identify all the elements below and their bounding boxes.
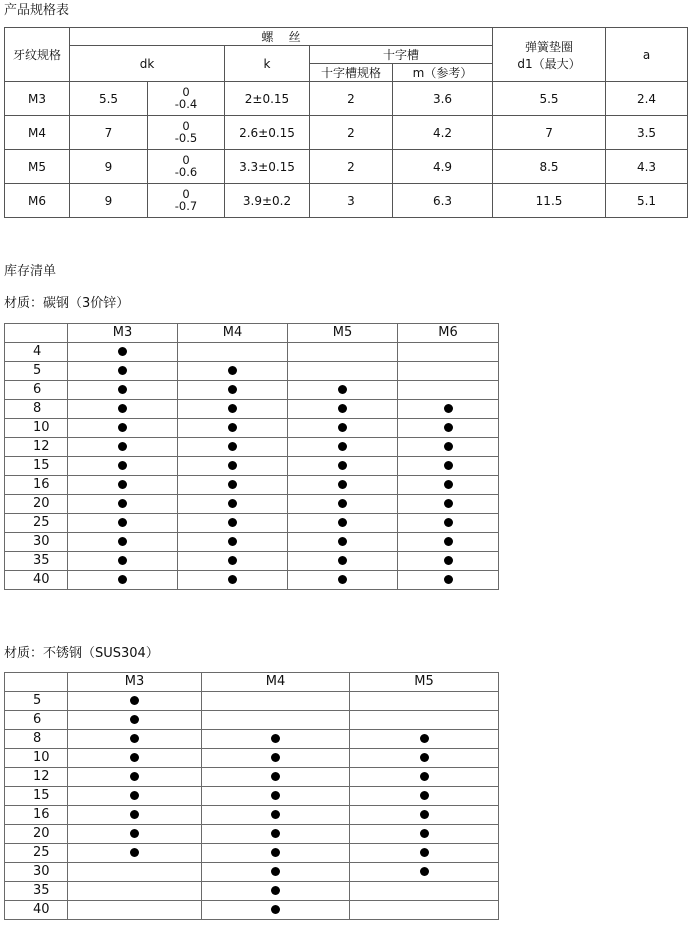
stock-cell xyxy=(202,806,350,825)
stock-cell xyxy=(68,457,178,476)
slot-spec-cell: 2 xyxy=(310,116,393,150)
stock-row xyxy=(5,476,499,495)
in-stock-dot-icon xyxy=(130,753,139,762)
length-cell: 8 xyxy=(5,730,68,749)
stock-row xyxy=(5,863,499,882)
header-slot-spec: 十字槽规格 xyxy=(310,64,393,82)
spec-row xyxy=(5,150,688,184)
stock-cell xyxy=(350,901,499,920)
dk-tolerance xyxy=(175,120,197,144)
length-cell: 5 xyxy=(5,692,68,711)
length-cell: 12 xyxy=(5,438,68,457)
length-cell: 5 xyxy=(5,362,68,381)
k-cell: 3.9±0.2 xyxy=(225,184,310,218)
in-stock-dot-icon xyxy=(130,829,139,838)
stock-cell xyxy=(398,514,499,533)
length-cell: 8 xyxy=(5,400,68,419)
stock-row xyxy=(5,400,499,419)
stock-cell xyxy=(398,343,499,362)
dk-cell: 7 xyxy=(70,116,148,150)
stock-row xyxy=(5,495,499,514)
in-stock-dot-icon xyxy=(271,734,280,743)
dk-tolerance xyxy=(175,86,197,110)
spec-row xyxy=(5,82,688,116)
in-stock-dot-icon xyxy=(130,791,139,800)
dk-tolerance xyxy=(175,188,197,212)
stock-cell xyxy=(178,533,288,552)
in-stock-dot-icon xyxy=(271,848,280,857)
tolerance-upper: 0 xyxy=(182,119,190,133)
header-washer-line1: 弹簧垫圈 xyxy=(525,39,574,54)
in-stock-dot-icon xyxy=(118,347,127,356)
in-stock-dot-icon xyxy=(118,537,127,546)
stock-row xyxy=(5,825,499,844)
in-stock-dot-icon xyxy=(130,848,139,857)
in-stock-dot-icon xyxy=(338,385,347,394)
in-stock-dot-icon xyxy=(118,385,127,394)
in-stock-dot-icon xyxy=(118,518,127,527)
stock-cell xyxy=(398,476,499,495)
in-stock-dot-icon xyxy=(271,905,280,914)
in-stock-dot-icon xyxy=(271,753,280,762)
stock-cell xyxy=(350,692,499,711)
stainless-material-label: 材质：不锈钢（SUS304） xyxy=(4,646,159,661)
stock-row xyxy=(5,533,499,552)
in-stock-dot-icon xyxy=(444,480,453,489)
stock-cell xyxy=(68,901,202,920)
stock-cell xyxy=(202,787,350,806)
stock-cell xyxy=(398,362,499,381)
stock-row xyxy=(5,457,499,476)
stock-cell xyxy=(288,495,398,514)
stock-cell xyxy=(288,400,398,419)
in-stock-dot-icon xyxy=(444,404,453,413)
header-cross-slot: 十字槽 xyxy=(310,46,493,64)
stock-cell xyxy=(288,457,398,476)
stock-row xyxy=(5,381,499,400)
stock-cell xyxy=(68,419,178,438)
length-cell: 4 xyxy=(5,343,68,362)
header-m-ref: m（参考） xyxy=(393,64,493,82)
length-cell: 16 xyxy=(5,806,68,825)
length-cell: 35 xyxy=(5,552,68,571)
in-stock-dot-icon xyxy=(444,518,453,527)
tolerance-lower: -0.7 xyxy=(174,199,198,213)
in-stock-dot-icon xyxy=(338,442,347,451)
tolerance-upper: 0 xyxy=(182,153,190,167)
stock-cell xyxy=(288,438,398,457)
stock-row xyxy=(5,343,499,362)
size-header: M3 xyxy=(68,324,178,343)
in-stock-dot-icon xyxy=(420,734,429,743)
dk-cell: 5.5 xyxy=(70,82,148,116)
in-stock-dot-icon xyxy=(420,791,429,800)
in-stock-dot-icon xyxy=(228,480,237,489)
in-stock-dot-icon xyxy=(130,715,139,724)
tolerance-lower: -0.6 xyxy=(174,165,198,179)
stock-cell xyxy=(398,400,499,419)
stock-row xyxy=(5,844,499,863)
washer-d1-cell: 7 xyxy=(493,116,606,150)
stock-cell xyxy=(398,552,499,571)
in-stock-dot-icon xyxy=(338,480,347,489)
m-cell: 6.3 xyxy=(393,184,493,218)
stock-row xyxy=(5,901,499,920)
stock-cell xyxy=(68,882,202,901)
a-cell: 4.3 xyxy=(606,150,688,184)
stock-cell xyxy=(202,882,350,901)
stock-cell xyxy=(398,495,499,514)
in-stock-dot-icon xyxy=(444,499,453,508)
stock-row xyxy=(5,730,499,749)
in-stock-dot-icon xyxy=(130,810,139,819)
in-stock-dot-icon xyxy=(118,366,127,375)
stock-cell xyxy=(202,901,350,920)
tolerance-lower: -0.4 xyxy=(174,97,198,111)
in-stock-dot-icon xyxy=(420,810,429,819)
in-stock-dot-icon xyxy=(444,537,453,546)
stock-cell xyxy=(178,419,288,438)
stock-cell xyxy=(202,768,350,787)
washer-d1-cell: 8.5 xyxy=(493,150,606,184)
in-stock-dot-icon xyxy=(228,518,237,527)
dk-cell: 9 xyxy=(70,184,148,218)
stock-cell xyxy=(288,533,398,552)
stock-cell xyxy=(178,343,288,362)
stock-cell xyxy=(398,381,499,400)
a-cell: 5.1 xyxy=(606,184,688,218)
stock-cell xyxy=(202,825,350,844)
in-stock-dot-icon xyxy=(338,461,347,470)
stock-cell xyxy=(178,400,288,419)
stock-cell xyxy=(398,533,499,552)
dk-cell: 9 xyxy=(70,150,148,184)
k-cell: 2.6±0.15 xyxy=(225,116,310,150)
length-header-blank xyxy=(5,673,68,692)
stock-row xyxy=(5,362,499,381)
in-stock-dot-icon xyxy=(228,404,237,413)
m-cell: 4.9 xyxy=(393,150,493,184)
in-stock-dot-icon xyxy=(118,442,127,451)
in-stock-dot-icon xyxy=(338,575,347,584)
stock-cell xyxy=(288,419,398,438)
stock-cell xyxy=(288,381,398,400)
in-stock-dot-icon xyxy=(420,753,429,762)
size-header: M4 xyxy=(202,673,350,692)
header-screw: 螺 丝 xyxy=(70,28,493,46)
stock-cell xyxy=(68,768,202,787)
k-cell: 2±0.15 xyxy=(225,82,310,116)
tolerance-upper: 0 xyxy=(182,187,190,201)
stock-row xyxy=(5,768,499,787)
stock-cell xyxy=(68,438,178,457)
in-stock-dot-icon xyxy=(228,575,237,584)
stock-cell xyxy=(350,730,499,749)
in-stock-dot-icon xyxy=(271,810,280,819)
length-cell: 30 xyxy=(5,533,68,552)
stock-cell xyxy=(288,552,398,571)
stock-cell xyxy=(68,692,202,711)
stock-cell xyxy=(68,711,202,730)
in-stock-dot-icon xyxy=(420,772,429,781)
stock-cell xyxy=(202,844,350,863)
length-cell: 30 xyxy=(5,863,68,882)
stock-cell xyxy=(350,787,499,806)
in-stock-dot-icon xyxy=(444,442,453,451)
stock-cell xyxy=(68,362,178,381)
size-header: M3 xyxy=(68,673,202,692)
carbon-stock-table xyxy=(4,323,499,590)
stock-cell xyxy=(68,533,178,552)
thread-size-cell: M3 xyxy=(5,82,70,116)
stock-cell xyxy=(68,552,178,571)
thread-size-cell: M5 xyxy=(5,150,70,184)
length-cell: 10 xyxy=(5,749,68,768)
stock-cell xyxy=(68,495,178,514)
dk-tolerance-cell xyxy=(148,150,225,184)
length-cell: 20 xyxy=(5,495,68,514)
stock-cell xyxy=(202,730,350,749)
length-cell: 35 xyxy=(5,882,68,901)
spec-row xyxy=(5,116,688,150)
stock-cell xyxy=(178,476,288,495)
stock-cell xyxy=(178,495,288,514)
stock-cell xyxy=(68,381,178,400)
stock-row xyxy=(5,552,499,571)
header-thread-spec: 牙纹规格 xyxy=(5,28,70,82)
in-stock-dot-icon xyxy=(271,886,280,895)
length-cell: 12 xyxy=(5,768,68,787)
stock-cell xyxy=(68,863,202,882)
stock-row xyxy=(5,438,499,457)
stock-cell xyxy=(350,806,499,825)
in-stock-dot-icon xyxy=(228,366,237,375)
stock-cell xyxy=(202,863,350,882)
in-stock-dot-icon xyxy=(444,461,453,470)
stock-row xyxy=(5,419,499,438)
in-stock-dot-icon xyxy=(118,499,127,508)
in-stock-dot-icon xyxy=(271,867,280,876)
in-stock-dot-icon xyxy=(271,791,280,800)
dk-tolerance-cell xyxy=(148,82,225,116)
a-cell: 2.4 xyxy=(606,82,688,116)
stock-row xyxy=(5,806,499,825)
header-spring-washer xyxy=(493,28,606,82)
in-stock-dot-icon xyxy=(118,404,127,413)
length-cell: 40 xyxy=(5,571,68,590)
stock-cell xyxy=(178,514,288,533)
length-cell: 15 xyxy=(5,787,68,806)
stock-cell xyxy=(288,362,398,381)
in-stock-dot-icon xyxy=(338,518,347,527)
length-cell: 6 xyxy=(5,711,68,730)
m-cell: 4.2 xyxy=(393,116,493,150)
stock-row xyxy=(5,711,499,730)
stock-cell xyxy=(68,844,202,863)
stock-cell xyxy=(68,514,178,533)
spec-title: 产品规格表 xyxy=(4,3,70,18)
washer-d1-cell: 11.5 xyxy=(493,184,606,218)
stock-cell xyxy=(350,825,499,844)
thread-size-cell: M6 xyxy=(5,184,70,218)
in-stock-dot-icon xyxy=(118,423,127,432)
slot-spec-cell: 2 xyxy=(310,82,393,116)
m-cell: 3.6 xyxy=(393,82,493,116)
in-stock-dot-icon xyxy=(130,696,139,705)
stock-cell xyxy=(178,381,288,400)
dk-tolerance xyxy=(175,154,197,178)
in-stock-dot-icon xyxy=(118,575,127,584)
stock-cell xyxy=(68,749,202,768)
in-stock-dot-icon xyxy=(338,499,347,508)
stock-cell xyxy=(350,844,499,863)
stock-cell xyxy=(178,362,288,381)
stock-cell xyxy=(68,476,178,495)
length-cell: 25 xyxy=(5,844,68,863)
stock-row xyxy=(5,787,499,806)
in-stock-dot-icon xyxy=(118,556,127,565)
stock-cell xyxy=(202,692,350,711)
stock-row xyxy=(5,749,499,768)
in-stock-dot-icon xyxy=(444,423,453,432)
in-stock-dot-icon xyxy=(228,461,237,470)
stock-cell xyxy=(398,571,499,590)
length-cell: 16 xyxy=(5,476,68,495)
stock-cell xyxy=(350,768,499,787)
header-washer-line2: d1（最大） xyxy=(517,56,581,71)
in-stock-dot-icon xyxy=(444,575,453,584)
in-stock-dot-icon xyxy=(228,423,237,432)
stock-cell xyxy=(68,571,178,590)
length-cell: 10 xyxy=(5,419,68,438)
in-stock-dot-icon xyxy=(420,829,429,838)
stock-cell xyxy=(288,476,398,495)
stock-cell xyxy=(178,571,288,590)
in-stock-dot-icon xyxy=(228,442,237,451)
stock-cell xyxy=(398,457,499,476)
dk-tolerance-cell xyxy=(148,116,225,150)
in-stock-dot-icon xyxy=(338,404,347,413)
tolerance-upper: 0 xyxy=(182,85,190,99)
dk-tolerance-cell xyxy=(148,184,225,218)
stock-cell xyxy=(288,343,398,362)
stock-cell xyxy=(350,749,499,768)
in-stock-dot-icon xyxy=(338,423,347,432)
in-stock-dot-icon xyxy=(130,734,139,743)
size-header: M5 xyxy=(288,324,398,343)
in-stock-dot-icon xyxy=(420,867,429,876)
in-stock-dot-icon xyxy=(338,556,347,565)
in-stock-dot-icon xyxy=(338,537,347,546)
length-cell: 20 xyxy=(5,825,68,844)
stock-cell xyxy=(202,749,350,768)
stock-title: 库存清单 xyxy=(4,264,57,279)
stock-cell xyxy=(202,711,350,730)
thread-size-cell: M4 xyxy=(5,116,70,150)
stock-cell xyxy=(350,711,499,730)
stock-cell xyxy=(68,343,178,362)
size-header: M5 xyxy=(350,673,499,692)
length-cell: 6 xyxy=(5,381,68,400)
tolerance-lower: -0.5 xyxy=(174,131,198,145)
stock-cell xyxy=(68,730,202,749)
spec-table xyxy=(4,27,688,218)
stock-cell xyxy=(68,825,202,844)
stock-cell xyxy=(68,400,178,419)
in-stock-dot-icon xyxy=(228,385,237,394)
in-stock-dot-icon xyxy=(118,461,127,470)
size-header: M4 xyxy=(178,324,288,343)
in-stock-dot-icon xyxy=(271,772,280,781)
stock-row xyxy=(5,514,499,533)
size-header: M6 xyxy=(398,324,499,343)
header-k: k xyxy=(225,46,310,82)
stock-cell xyxy=(350,863,499,882)
length-cell: 15 xyxy=(5,457,68,476)
in-stock-dot-icon xyxy=(228,499,237,508)
washer-d1-cell: 5.5 xyxy=(493,82,606,116)
stock-cell xyxy=(398,438,499,457)
in-stock-dot-icon xyxy=(228,556,237,565)
stock-row xyxy=(5,571,499,590)
stock-row xyxy=(5,882,499,901)
carbon-material-label: 材质：碳钢（3价锌） xyxy=(4,296,130,311)
header-dk: dk xyxy=(70,46,225,82)
stock-cell xyxy=(350,882,499,901)
in-stock-dot-icon xyxy=(228,537,237,546)
stock-cell xyxy=(178,438,288,457)
stock-cell xyxy=(288,514,398,533)
stock-cell xyxy=(178,552,288,571)
in-stock-dot-icon xyxy=(118,480,127,489)
in-stock-dot-icon xyxy=(420,848,429,857)
slot-spec-cell: 3 xyxy=(310,184,393,218)
a-cell: 3.5 xyxy=(606,116,688,150)
stock-cell xyxy=(68,806,202,825)
slot-spec-cell: 2 xyxy=(310,150,393,184)
in-stock-dot-icon xyxy=(444,556,453,565)
in-stock-dot-icon xyxy=(130,772,139,781)
length-header-blank xyxy=(5,324,68,343)
stock-cell xyxy=(68,787,202,806)
k-cell: 3.3±0.15 xyxy=(225,150,310,184)
length-cell: 40 xyxy=(5,901,68,920)
stock-cell xyxy=(398,419,499,438)
stock-row xyxy=(5,692,499,711)
stock-cell xyxy=(288,571,398,590)
stock-cell xyxy=(178,457,288,476)
in-stock-dot-icon xyxy=(271,829,280,838)
spec-row xyxy=(5,184,688,218)
length-cell: 25 xyxy=(5,514,68,533)
header-a: a xyxy=(606,28,688,82)
stainless-stock-table xyxy=(4,672,499,920)
